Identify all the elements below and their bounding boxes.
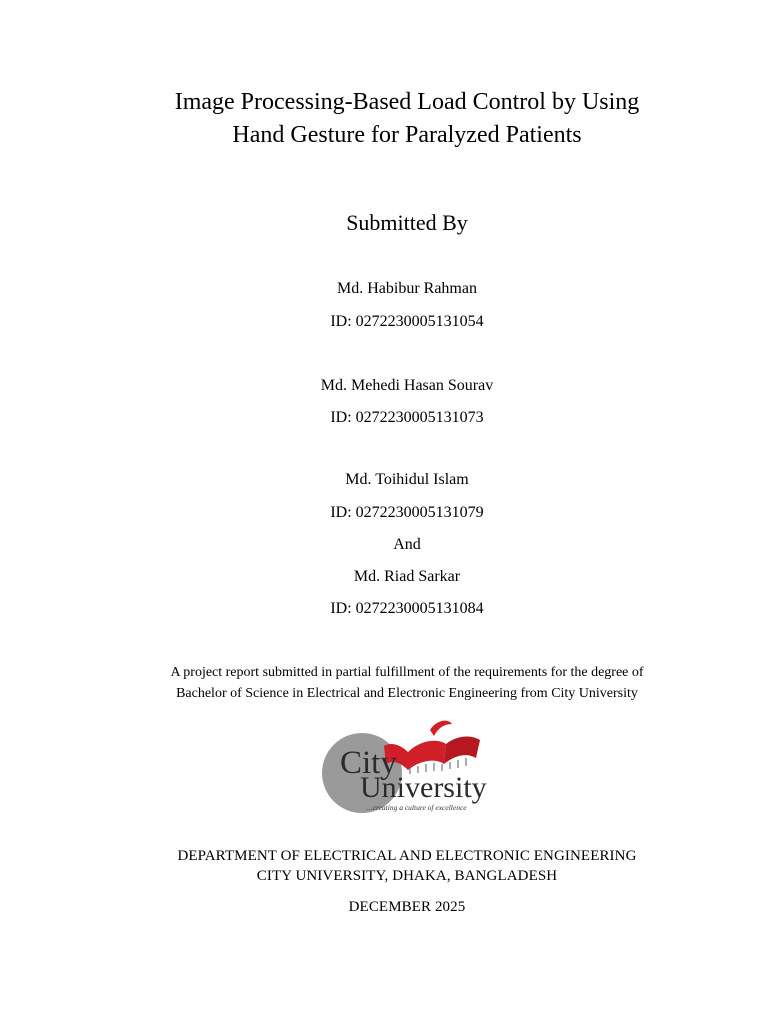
- city-university-logo: [320, 718, 494, 818]
- author-4-id: ID: 0272230005131084: [330, 600, 484, 617]
- author-1-id: ID: 0272230005131054: [330, 313, 484, 330]
- logo-word-city: City: [340, 745, 397, 781]
- submitted-by-heading: Submitted By: [346, 210, 468, 235]
- report-title-line-1: Image Processing-Based Load Control by Using: [174, 89, 640, 115]
- logo-word-university: University: [360, 771, 487, 804]
- author-3-name: Md. Toihidul Islam: [345, 471, 469, 488]
- submission-date: DECEMBER 2025: [348, 899, 466, 915]
- report-title: [0, 86, 768, 152]
- university-location: CITY UNIVERSITY, DHAKA, BANGLADESH: [256, 868, 558, 884]
- report-title-line-2: Hand Gesture for Paralyzed Patients: [232, 122, 582, 148]
- department-name: DEPARTMENT OF ELECTRICAL AND ELECTRONIC ENGINEERING: [177, 848, 637, 864]
- author-1-name: Md. Habibur Rahman: [337, 280, 477, 297]
- author-3-id: ID: 0272230005131079: [330, 504, 484, 521]
- author-4-name: Md. Riad Sarkar: [353, 568, 461, 585]
- author-2-id: ID: 0272230005131073: [330, 409, 484, 426]
- degree-statement: [0, 662, 768, 704]
- degree-statement-line-1: A project report submitted in partial fulfillment of the requirements for the degree of: [170, 665, 644, 680]
- degree-statement-line-2: Bachelor of Science in Electrical and Electronic Engineering from City University: [176, 686, 638, 701]
- logo-tagline: ...creating a culture of excellence: [367, 803, 467, 812]
- author-2-name: Md. Mehedi Hasan Sourav: [320, 377, 494, 394]
- and-text: And: [393, 536, 421, 553]
